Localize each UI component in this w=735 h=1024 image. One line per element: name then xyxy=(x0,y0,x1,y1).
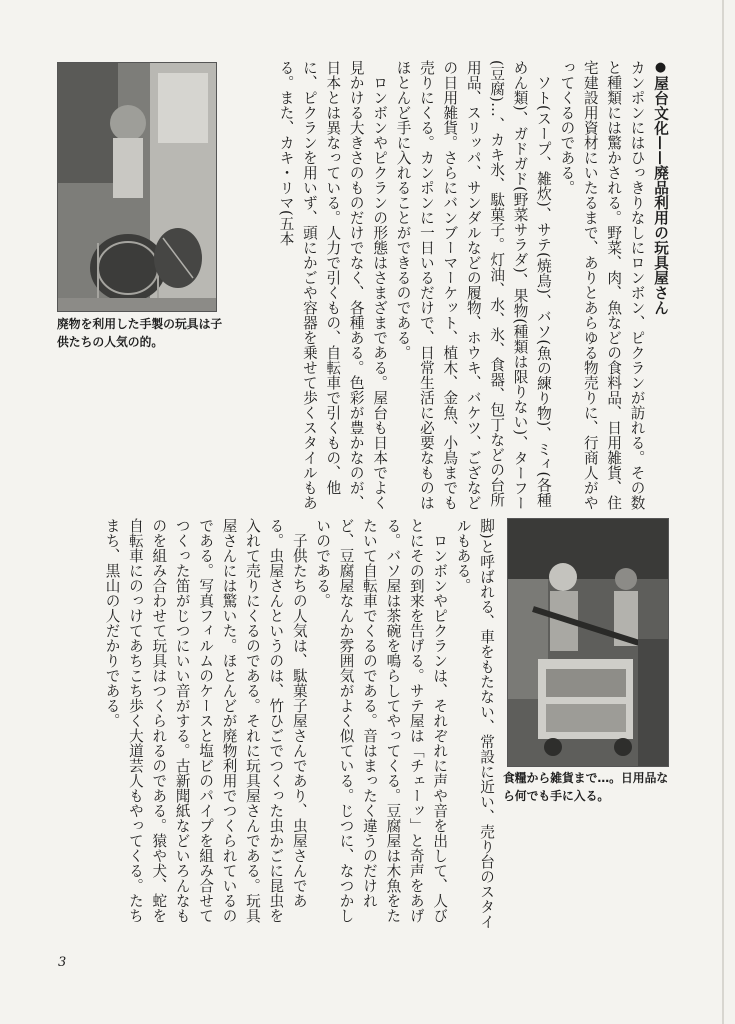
heading-text: 屋台文化——廃品利用の玩具屋さん xyxy=(652,75,669,316)
article-upper-text xyxy=(277,60,672,520)
caption-toys: 廃物を利用した手製の玩具は子供たちの人気の的。 xyxy=(57,317,223,349)
photo-vendor-illustration xyxy=(508,519,668,766)
caption-vendor: 食糧から雑貨まで…。日用品なら何でも手に入る。 xyxy=(503,771,669,803)
paragraph: カンポンにはひっきりなしにロンボン、ピクランが訪れる。その数と種類には驚かされる。野菜、肉、魚などの食料品、日用雑貨、住宅建設用資材にいたるまで、ありとあらゆる物売りに、行商人がやってくるのである。 xyxy=(558,60,646,510)
heading-bullet: ● xyxy=(653,60,668,76)
section-heading xyxy=(649,60,672,520)
paragraph: 脚)と呼ばれる、車をもたない、常設に近い、売り台のスタイルもある。 xyxy=(454,518,495,930)
page-number: 3 xyxy=(58,955,67,970)
article-lower-text xyxy=(80,518,498,936)
paragraph: 子供たちの人気は、駄菓子屋さんであり、虫屋さんである。虫屋さんというのは、竹ひごでつくった虫かごに昆虫を入れて売りにくるのである。それに玩具屋さんである。玩具屋さんには驚いた。ほとんどが廃物利用でつくられているのである。写真フィルムのケースと塩ビのパイプを組み合せてつくった笛がじつにいい音がする。古新聞紙などいろんなものを組み合わせて玩具はつくられるのである。猿や犬、蛇を自転車にのっけてあちこち歩く大道芸人もやってくる。たちまち、黒山の人だかりである。 xyxy=(103,518,308,923)
photo-street-vendor xyxy=(507,518,669,767)
paragraph: ロンボンやピクランの形態はさまざまである。屋台も日本でよく見かける大きさのものだけでなく、各種ある。色彩が豊かなのが、日本とは異なっている。人力で引くもの、自転車で引くもの、他に、ピクランを用いず、頭にかごや容器を乗せて歩くスタイルもある。また、カキ・リマ(五本 xyxy=(277,60,389,510)
paragraph: ソト(スープ、雑炊)、サテ(焼鳥)、バソ(魚の練り物)、ミィ(各種めん類)、ガドガド(野菜サラダ)、果物(種類は限りない)、ターフー(豆腐)…、カキ氷、駄菓子。灯油、水、氷、食器、包丁などの台所用品、スリッパ、サンダルなどの履物、ホウキ、バケツ、ござなどの日用雑貨。さらにバンブーマーケット、植木、金魚、小鳥までも売りにくる。カンポンに一日いるだけで、日常生活に必要なものはほとんど手に入れることができるのである。 xyxy=(394,60,552,511)
photo-toys-illustration xyxy=(58,63,216,311)
photo-handmade-toys xyxy=(57,62,217,312)
page-edge xyxy=(722,0,724,1024)
paragraph: ロンボンやピクランは、それぞれに声や音を出して、人びとにその到来を告げる。サテ屋は「チェーッ」と奇声をあげる。バソ屋は茶碗を鳴らしてやってくる。豆腐屋は木魚をたたいて自転車でくるのである。音はまったく違うのだけれど、豆腐屋なんか雰囲気がよく似ている。じつに、なつかしいのである。 xyxy=(314,518,449,923)
